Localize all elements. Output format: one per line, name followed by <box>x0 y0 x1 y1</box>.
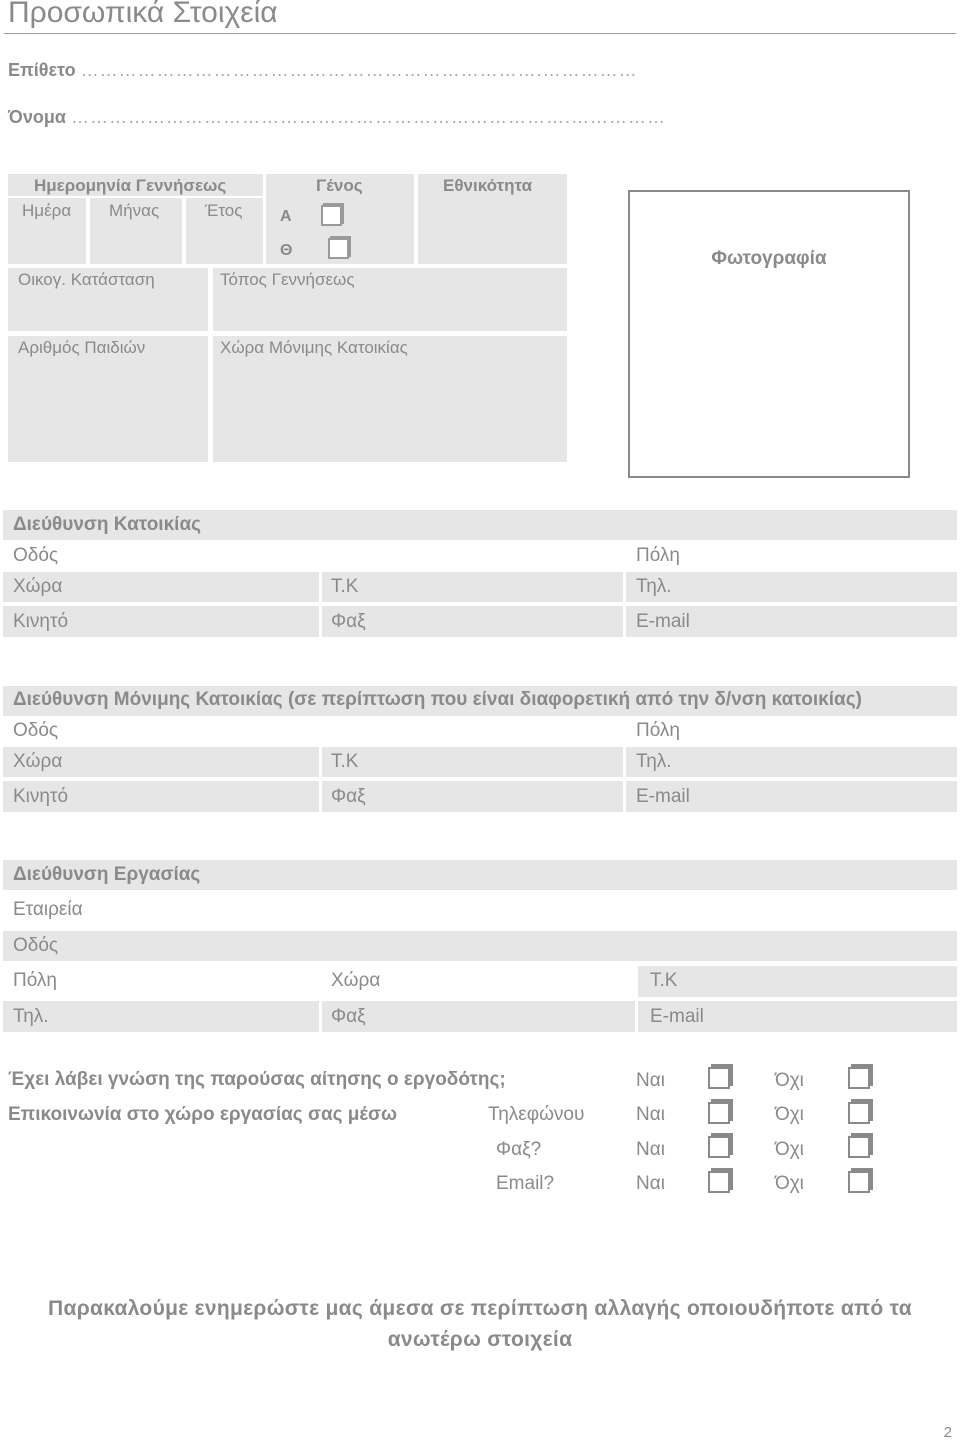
photo-box[interactable] <box>628 190 910 478</box>
contact-fax-yes-label: Ναι <box>636 1139 665 1160</box>
permanent-country-label: Χώρα <box>13 751 63 772</box>
page-number: 2 <box>943 1424 952 1441</box>
work-phone-label: Τηλ. <box>13 1006 49 1027</box>
contact-fax-label: Φαξ? <box>496 1139 542 1160</box>
home-fax-label: Φαξ <box>331 611 366 632</box>
employer-aware-no-label: Όχι <box>775 1070 804 1091</box>
name-label: Όνομα <box>8 107 66 127</box>
children-label: Αριθμός Παιδιών <box>18 338 146 357</box>
permanent-zip-label: Τ.Κ <box>331 751 359 772</box>
contact-phone-label: Τηλεφώνου <box>488 1104 585 1125</box>
employer-aware-question: Έχει λάβει γνώση της παρούσας αίτησης ο εργοδότης; <box>8 1069 506 1090</box>
surname-line[interactable] <box>8 60 638 81</box>
contact-phone-no-checkbox[interactable] <box>848 1102 870 1124</box>
contact-phone-yes-label: Ναι <box>636 1104 665 1125</box>
work-country-label: Χώρα <box>331 970 381 991</box>
page-title: Προσωπικά Στοιχεία <box>8 0 278 29</box>
update-notice <box>0 1293 960 1355</box>
contact-fax-yes-checkbox[interactable] <box>708 1136 730 1158</box>
employer-aware-no-checkbox[interactable] <box>848 1067 870 1089</box>
permanent-phone-field[interactable] <box>626 747 957 777</box>
contact-at-work-question: Επικοινωνία στο χώρο εργασίας σας μέσω <box>8 1104 398 1125</box>
contact-phone-yes-checkbox[interactable] <box>708 1102 730 1124</box>
contact-email-label: Email? <box>496 1173 555 1194</box>
permanent-zip-field[interactable] <box>322 747 623 777</box>
contact-email-no-checkbox[interactable] <box>848 1171 870 1193</box>
home-zip-field[interactable] <box>322 572 623 602</box>
birthplace-label: Τόπος Γεννήσεως <box>220 270 355 289</box>
work-street-label: Οδός <box>13 935 59 956</box>
home-phone-field[interactable] <box>626 572 957 602</box>
name-line[interactable] <box>8 107 666 128</box>
permanent-city-label: Πόλη <box>636 720 680 741</box>
work-phone-field[interactable] <box>3 1001 319 1032</box>
gender-male-label: Α <box>280 208 292 225</box>
contact-fax-no-label: Όχι <box>775 1139 804 1160</box>
employer-aware-yes-checkbox[interactable] <box>708 1067 730 1089</box>
permanent-phone-label: Τηλ. <box>636 751 672 772</box>
work-company-label: Εταιρεία <box>13 899 83 920</box>
home-country-label: Χώρα <box>13 576 63 597</box>
work-street-field[interactable] <box>3 931 957 961</box>
home-zip-label: Τ.Κ <box>331 576 359 597</box>
photo-label: Φωτογραφία <box>711 248 827 269</box>
permanent-address-header: Διεύθυνση Μόνιμης Κατοικίας (σε περίπτωση που είναι διαφορετική από την δ/νση κατοικίας) <box>13 689 862 710</box>
marital-label: Οικογ. Κατάσταση <box>18 270 155 289</box>
home-address-header: Διεύθυνση Κατοικίας <box>13 514 202 535</box>
birth-day-label: Ημέρα <box>22 201 72 220</box>
home-mobile-label: Κινητό <box>13 611 69 632</box>
employer-aware-yes-label: Ναι <box>636 1070 665 1091</box>
contact-fax-no-checkbox[interactable] <box>848 1136 870 1158</box>
permanent-street-label: Οδός <box>13 720 59 741</box>
gender-male-checkbox[interactable] <box>321 205 342 226</box>
name-dots: …………………………………………………………………….…………… <box>70 107 666 127</box>
work-zip-label: Τ.Κ <box>650 970 678 991</box>
gender-header: Γένος <box>316 176 363 195</box>
birth-header: Ημερομηνία Γεννήσεως <box>34 176 227 195</box>
gender-female-label: Θ <box>280 242 293 259</box>
contact-email-no-label: Όχι <box>775 1173 804 1194</box>
work-fax-field[interactable] <box>322 1001 635 1032</box>
birth-month-label: Μήνας <box>109 201 160 220</box>
contact-phone-no-label: Όχι <box>775 1104 804 1125</box>
permanent-fax-field[interactable] <box>322 781 623 812</box>
contact-email-yes-label: Ναι <box>636 1173 665 1194</box>
home-fax-field[interactable] <box>322 606 623 637</box>
work-address-header: Διεύθυνση Εργασίας <box>13 864 201 885</box>
permanent-fax-label: Φαξ <box>331 786 366 807</box>
title-divider <box>4 33 956 34</box>
permanent-email-label: E-mail <box>636 786 690 807</box>
home-email-label: E-mail <box>636 611 690 632</box>
home-phone-label: Τηλ. <box>636 576 672 597</box>
home-street-label: Οδός <box>13 545 59 566</box>
surname-dots: ……………………………………………………………….…………… <box>80 60 638 80</box>
work-zip-field[interactable] <box>638 966 957 997</box>
work-fax-label: Φαξ <box>331 1006 366 1027</box>
home-city-label: Πόλη <box>636 545 680 566</box>
surname-label: Επίθετο <box>8 60 76 80</box>
permanent-mobile-label: Κινητό <box>13 786 69 807</box>
work-email-label: E-mail <box>650 1006 704 1027</box>
contact-email-yes-checkbox[interactable] <box>708 1171 730 1193</box>
gender-female-checkbox[interactable] <box>328 238 349 259</box>
residence-country-label: Χώρα Μόνιμης Κατοικίας <box>220 338 408 357</box>
work-city-label: Πόλη <box>13 970 57 991</box>
birth-year-label: Έτος <box>205 201 243 220</box>
nationality-header: Εθνικότητα <box>443 176 533 195</box>
update-notice-text: Παρακαλούμε ενημερώστε μας άμεσα σε περίπτωση αλλαγής οποιουδήποτε από τα ανωτέρω στοιχεία <box>48 1297 912 1351</box>
